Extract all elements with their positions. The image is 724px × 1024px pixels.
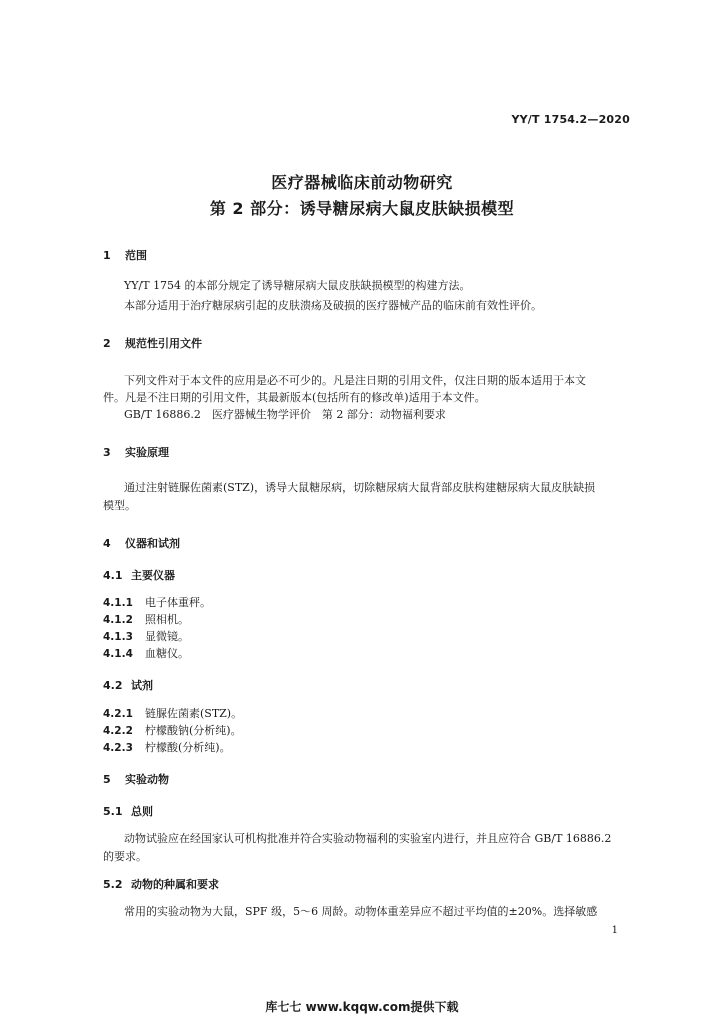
section-5-1-para-a: 动物试验应在经国家认可机构批准并符合实验动物福利的实验室内进行，并且应符合 GB/T 16886.2 (124, 832, 612, 845)
section-1-para-2: 本部分适用于治疗糖尿病引起的皮肤溃疡及破损的医疗器械产品的临床前有效性评价。 (124, 299, 542, 312)
item-text: 柠檬酸(分析纯)。 (145, 741, 231, 754)
list-item (103, 705, 242, 721)
subsection-title: 总则 (131, 805, 153, 818)
item-number: 4.2.3 (103, 742, 133, 754)
item-number: 4.1.2 (103, 614, 133, 626)
section-5-heading (103, 771, 169, 787)
item-text: 血糖仪。 (145, 647, 189, 660)
section-number: 3 (103, 446, 111, 459)
page-number: 1 (611, 925, 618, 936)
section-number: 5 (103, 773, 111, 786)
item-number: 4.1.1 (103, 597, 133, 609)
subsection-number: 5.2 (103, 878, 123, 891)
item-text: 显微镜。 (145, 630, 189, 643)
section-2-para-1b: 件。凡是不注日期的引用文件，其最新版本(包括所有的修改单)适用于本文件。 (103, 391, 486, 404)
section-2-reference: GB/T 16886.2 医疗器械生物学评价 第 2 部分：动物福利要求 (124, 408, 446, 421)
section-4-1-heading (103, 567, 175, 583)
section-2-heading (103, 335, 202, 351)
section-4-heading (103, 535, 180, 551)
document-title-line1: 医疗器械临床前动物研究 (271, 173, 453, 192)
subsection-number: 4.1 (103, 569, 123, 582)
item-text: 链脲佐菌素(STZ)。 (145, 707, 243, 720)
item-text: 照相机。 (145, 613, 189, 626)
section-5-2-para: 常用的实验动物为大鼠，SPF 级，5～6 周龄。动物体重差异应不超过平均值的±20%。选择敏感 (124, 905, 598, 918)
list-item (103, 611, 189, 627)
section-3-heading (103, 444, 169, 460)
item-number: 4.2.2 (103, 725, 133, 737)
document-title-line2: 第 2 部分：诱导糖尿病大鼠皮肤缺损模型 (209, 199, 515, 218)
section-4-2-heading (103, 677, 153, 693)
item-text: 电子体重秤。 (145, 596, 211, 609)
section-title: 规范性引用文件 (125, 337, 202, 350)
section-5-1-para-b: 的要求。 (103, 850, 147, 863)
subsection-title: 动物的种属和要求 (131, 878, 219, 891)
section-title: 实验动物 (125, 773, 169, 786)
section-number: 1 (103, 249, 111, 262)
subsection-title: 主要仪器 (131, 569, 175, 582)
item-number: 4.2.1 (103, 708, 133, 720)
section-5-2-heading (103, 876, 219, 892)
section-3-para-1a: 通过注射链脲佐菌素(STZ)，诱导大鼠糖尿病，切除糖尿病大鼠背部皮肤构建糖尿病大鼠皮肤缺损 (124, 481, 596, 494)
item-number: 4.1.4 (103, 648, 133, 660)
list-item (103, 628, 189, 644)
section-title: 范围 (125, 249, 147, 262)
list-item (103, 594, 211, 610)
section-1-para-1: YY/T 1754 的本部分规定了诱导糖尿病大鼠皮肤缺损模型的构建方法。 (124, 279, 471, 292)
standard-code: YY/T 1754.2—2020 (511, 113, 630, 126)
item-number: 4.1.3 (103, 631, 133, 643)
section-title: 仪器和试剂 (125, 537, 180, 550)
section-5-1-heading (103, 803, 153, 819)
subsection-number: 4.2 (103, 679, 123, 692)
download-footer: 库七七 www.kqqw.com提供下载 (265, 1000, 459, 1014)
subsection-title: 试剂 (131, 679, 153, 692)
subsection-number: 5.1 (103, 805, 123, 818)
section-number: 4 (103, 537, 111, 550)
item-text: 柠檬酸钠(分析纯)。 (145, 724, 242, 737)
list-item (103, 645, 189, 661)
list-item (103, 722, 242, 738)
section-1-heading (103, 247, 147, 263)
section-3-para-1b: 模型。 (103, 499, 136, 512)
section-number: 2 (103, 337, 111, 350)
section-2-para-1a: 下列文件对于本文件的应用是必不可少的。凡是注日期的引用文件，仅注日期的版本适用于本文 (124, 374, 586, 387)
list-item (103, 739, 231, 755)
section-title: 实验原理 (125, 446, 169, 459)
